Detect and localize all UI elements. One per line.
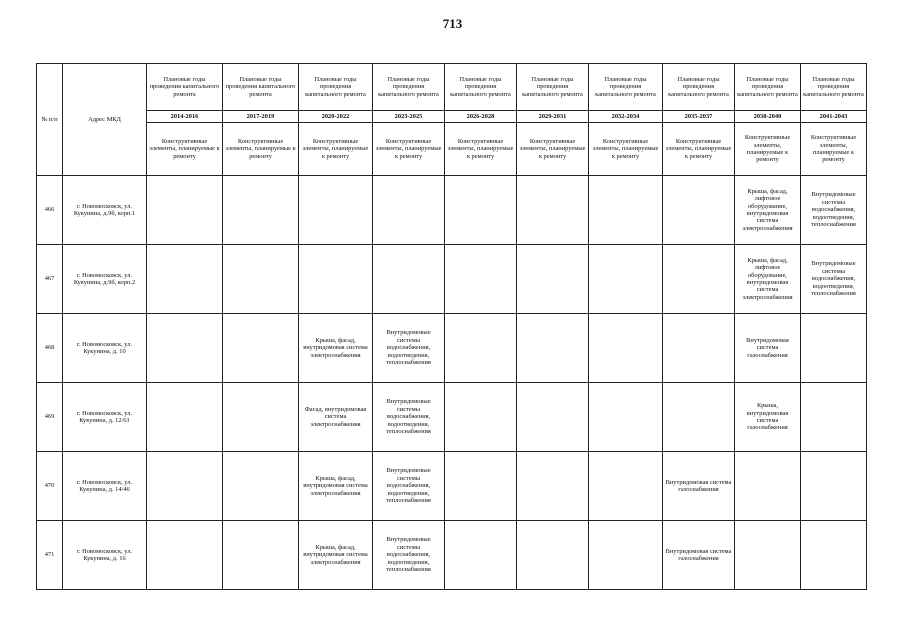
row-cell: Крыша, фасад, лифтовое оборудование, внутридомовая система электроснабжения bbox=[735, 176, 801, 245]
row-cell: Внутридомовая система газоснабжения bbox=[663, 452, 735, 521]
row-cell bbox=[801, 452, 867, 521]
row-cell bbox=[589, 245, 663, 314]
row-number: 467 bbox=[37, 245, 63, 314]
row-cell: Внутридомовые системы водоснабжения, водоотведения, теплоснабжения bbox=[801, 245, 867, 314]
row-cell bbox=[147, 383, 223, 452]
row-cell bbox=[589, 383, 663, 452]
row-cell bbox=[147, 314, 223, 383]
header-address: Адрес МКД bbox=[63, 64, 147, 176]
header-years: 2020-2022 bbox=[299, 111, 373, 123]
repair-schedule-table bbox=[36, 63, 867, 590]
row-cell bbox=[299, 176, 373, 245]
header-row-years bbox=[37, 111, 867, 123]
row-number: 471 bbox=[37, 521, 63, 590]
row-cell bbox=[445, 176, 517, 245]
table-row bbox=[37, 176, 867, 245]
table-row bbox=[37, 383, 867, 452]
header-elements: Конструктивные элементы, планируемые к ремонту bbox=[801, 123, 867, 176]
row-cell: Внутридомовая система газоснабжения bbox=[663, 521, 735, 590]
row-number: 468 bbox=[37, 314, 63, 383]
header-period-title: Плановые годы проведения капитального ремонта bbox=[147, 64, 223, 111]
row-number: 470 bbox=[37, 452, 63, 521]
row-number: 469 bbox=[37, 383, 63, 452]
row-cell bbox=[147, 245, 223, 314]
row-cell bbox=[223, 245, 299, 314]
row-address: г. Новомосковск, ул. Кукунина, д.9б, корп.1 bbox=[63, 176, 147, 245]
table-row bbox=[37, 521, 867, 590]
header-elements: Конструктивные элементы, планируемые к ремонту bbox=[517, 123, 589, 176]
row-cell bbox=[445, 383, 517, 452]
row-cell bbox=[445, 452, 517, 521]
row-cell bbox=[147, 521, 223, 590]
header-elements: Конструктивные элементы, планируемые к ремонту bbox=[147, 123, 223, 176]
row-cell bbox=[299, 245, 373, 314]
row-cell bbox=[735, 521, 801, 590]
table-row bbox=[37, 452, 867, 521]
header-years: 2032-2034 bbox=[589, 111, 663, 123]
row-cell bbox=[373, 245, 445, 314]
header-period-title: Плановые годы проведения капитального ремонта bbox=[445, 64, 517, 111]
row-cell bbox=[445, 314, 517, 383]
header-years: 2038-2040 bbox=[735, 111, 801, 123]
header-elements: Конструктивные элементы, планируемые к ремонту bbox=[735, 123, 801, 176]
row-cell bbox=[663, 383, 735, 452]
header-row-elements bbox=[37, 123, 867, 176]
row-cell bbox=[445, 521, 517, 590]
row-cell bbox=[445, 245, 517, 314]
row-cell bbox=[223, 176, 299, 245]
row-cell bbox=[223, 314, 299, 383]
row-cell: Внутридомовая система газоснабжения bbox=[735, 314, 801, 383]
row-cell bbox=[589, 521, 663, 590]
header-elements: Конструктивные элементы, планируемые к ремонту bbox=[373, 123, 445, 176]
header-row-periods bbox=[37, 64, 867, 111]
row-cell bbox=[589, 452, 663, 521]
header-num: № п/п bbox=[37, 64, 63, 176]
header-years: 2014-2016 bbox=[147, 111, 223, 123]
header-period-title: Плановые годы проведения капитального ремонта bbox=[517, 64, 589, 111]
row-cell bbox=[801, 314, 867, 383]
header-period-title: Плановые годы проведения капитального ремонта bbox=[373, 64, 445, 111]
header-period-title: Плановые годы проведения капитального ремонта bbox=[801, 64, 867, 111]
row-cell bbox=[735, 452, 801, 521]
row-cell: Внутридомовые системы водоснабжения, водоотведения, теплоснабжения bbox=[801, 176, 867, 245]
row-cell bbox=[147, 176, 223, 245]
row-cell bbox=[517, 314, 589, 383]
header-elements: Конструктивные элементы, планируемые к ремонту bbox=[445, 123, 517, 176]
row-cell bbox=[589, 314, 663, 383]
row-cell: Крыша, фасад, внутридомовая система электроснабжения bbox=[299, 452, 373, 521]
header-years: 2035-2037 bbox=[663, 111, 735, 123]
row-cell bbox=[373, 176, 445, 245]
row-cell bbox=[589, 176, 663, 245]
row-cell: Крыша, внутридомовая система газоснабжения bbox=[735, 383, 801, 452]
row-cell: Внутридомовые системы водоснабжения, водоотведения, теплоснабжения bbox=[373, 383, 445, 452]
row-cell: Крыша, фасад, лифтовое оборудование, внутридомовая система электроснабжения bbox=[735, 245, 801, 314]
row-cell bbox=[517, 452, 589, 521]
header-years: 2023-2025 bbox=[373, 111, 445, 123]
header-period-title: Плановые годы проведения капитального ремонта bbox=[663, 64, 735, 111]
page-number: 713 bbox=[442, 16, 463, 31]
row-cell bbox=[663, 245, 735, 314]
row-cell bbox=[517, 245, 589, 314]
row-address: г. Новомосковск, ул. Кукунина, д. 12/61 bbox=[63, 383, 147, 452]
header-years: 2041-2043 bbox=[801, 111, 867, 123]
row-address: г. Новомосковск, ул. Кукунина, д.9б, корп.2 bbox=[63, 245, 147, 314]
header-elements: Конструктивные элементы, планируемые к ремонту bbox=[223, 123, 299, 176]
header-period-title: Плановые годы проведения капитального ремонта bbox=[223, 64, 299, 111]
row-cell bbox=[223, 383, 299, 452]
header-elements: Конструктивные элементы, планируемые к ремонту bbox=[663, 123, 735, 176]
row-cell: Внутридомовые системы водоснабжения, водоотведения, теплоснабжения bbox=[373, 521, 445, 590]
row-address: г. Новомосковск, ул. Кукунина, д. 14/46 bbox=[63, 452, 147, 521]
row-cell bbox=[801, 383, 867, 452]
row-cell bbox=[147, 452, 223, 521]
header-period-title: Плановые годы проведения капитального ремонта bbox=[589, 64, 663, 111]
row-cell: Внутридомовые системы водоснабжения, водоотведения, теплоснабжения bbox=[373, 452, 445, 521]
table-row bbox=[37, 314, 867, 383]
row-cell bbox=[223, 452, 299, 521]
row-cell bbox=[517, 383, 589, 452]
row-cell bbox=[663, 314, 735, 383]
row-cell: Фасад, внутридомовая система электроснабжения bbox=[299, 383, 373, 452]
header-years: 2017-2019 bbox=[223, 111, 299, 123]
row-cell: Внутридомовые системы водоснабжения, водоотведения, теплоснабжения bbox=[373, 314, 445, 383]
row-cell bbox=[801, 521, 867, 590]
row-cell bbox=[223, 521, 299, 590]
header-elements: Конструктивные элементы, планируемые к ремонту bbox=[299, 123, 373, 176]
header-period-title: Плановые годы проведения капитального ремонта bbox=[299, 64, 373, 111]
row-address: г. Новомосковск, ул. Кукунина, д. 10 bbox=[63, 314, 147, 383]
header-elements: Конструктивные элементы, планируемые к ремонту bbox=[589, 123, 663, 176]
row-cell: Крыша, фасад, внутридомовая система электроснабжения bbox=[299, 314, 373, 383]
row-cell bbox=[663, 176, 735, 245]
row-cell: Крыша, фасад, внутридомовая система электроснабжения bbox=[299, 521, 373, 590]
header-years: 2026-2028 bbox=[445, 111, 517, 123]
header-period-title: Плановые годы проведения капитального ремонта bbox=[735, 64, 801, 111]
row-number: 466 bbox=[37, 176, 63, 245]
row-address: г. Новомосковск, ул. Кукунина, д. 16 bbox=[63, 521, 147, 590]
header-years: 2029-2031 bbox=[517, 111, 589, 123]
row-cell bbox=[517, 176, 589, 245]
row-cell bbox=[517, 521, 589, 590]
table-row bbox=[37, 245, 867, 314]
